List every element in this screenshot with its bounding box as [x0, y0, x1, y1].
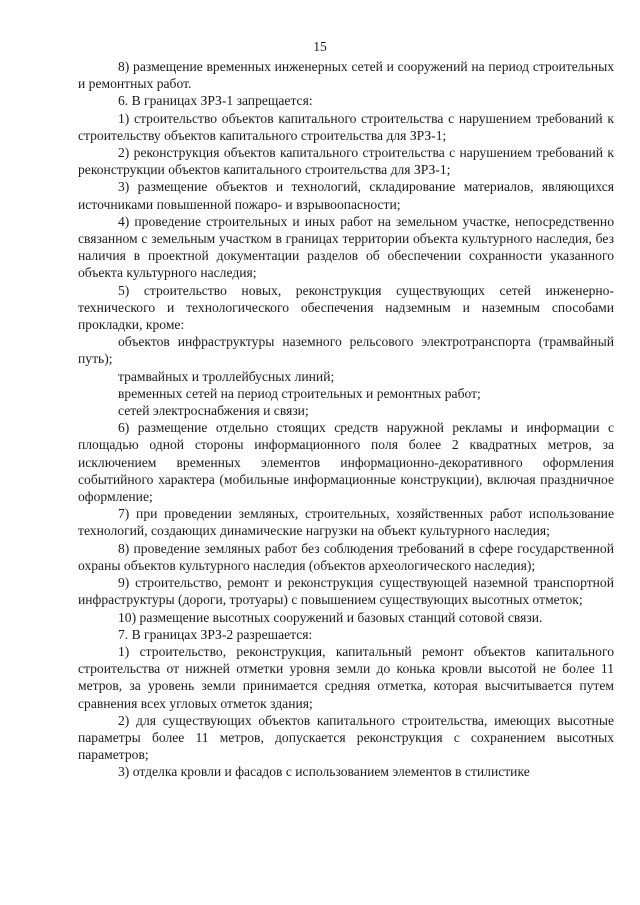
- paragraph: 8) размещение временных инженерных сетей и сооружений на период строительных и ремонтных работ.: [78, 59, 614, 92]
- paragraph: 4) проведение строительных и иных работ на земельном участке, непосредственно связанном с земельным участком в границах территории объекта культурного наследия, без наличия в проектной документации разделов об обеспечении сохранности указанного объекта культурного наследия;: [78, 213, 614, 281]
- section-heading: 7. В границах ЗРЗ-2 разрешается:: [118, 626, 313, 642]
- paragraph: 9) строительство, ремонт и реконструкция существующей наземной транспортной инфраструктуры (дороги, тротуары) с повышением существующих высотных отметок;: [78, 575, 614, 608]
- paragraph: 1) строительство объектов капитального строительства с нарушением требований к строительству объектов капитального строительства для ЗРЗ-1;: [78, 110, 614, 143]
- paragraph: объектов инфраструктуры наземного рельсового электротранспорта (трамвайный путь);: [78, 334, 614, 367]
- paragraph: 7) при проведении земляных, строительных, хозяйственных работ использование технологий, создающих динамические нагрузки на объект культурного наследия;: [78, 506, 614, 539]
- document-body: [78, 58, 614, 781]
- paragraph: трамвайных и троллейбусных линий;: [118, 368, 335, 384]
- paragraph: 2) для существующих объектов капитального строительства, имеющих высотные параметры более 11 метров, допускается реконструкция с сохранением высотных параметров;: [78, 712, 614, 763]
- paragraph: 3) отделка кровли и фасадов с использованием элементов в стилистике: [118, 764, 530, 780]
- paragraph: 1) строительство, реконструкция, капитальный ремонт объектов капитального строительства от нижней отметки уровня земли до конька кровли высотой не более 11 метров, за уровень земли принимается средняя отметка, которая высчитывается путем сравнения всех угловых отметок здания;: [78, 643, 614, 711]
- paragraph: 10) размещение высотных сооружений и базовых станций сотовой связи.: [118, 609, 543, 625]
- paragraph: 6) размещение отдельно стоящих средств наружной рекламы и информации с площадью одной стороны информационного поля более 2 квадратных метров, за исключением временных элементов информационно-декоративного оформления событийного характера (мобильные информационные конструкции), включая праздничное оформление;: [78, 420, 614, 505]
- paragraph: 8) проведение земляных работ без соблюдения требований в сфере государственной охраны объектов культурного наследия (объектов археологического наследия);: [78, 540, 614, 573]
- paragraph: 3) размещение объектов и технологий, складирование материалов, являющихся источниками повышенной пожаро- и взрывоопасности;: [78, 179, 614, 212]
- paragraph: сетей электроснабжения и связи;: [118, 403, 309, 419]
- paragraph: 5) строительство новых, реконструкция существующих сетей инженерно-технического и технологического обеспечения надземным и наземным способами прокладки, кроме:: [78, 282, 614, 333]
- paragraph: временных сетей на период строительных и ремонтных работ;: [118, 385, 481, 401]
- paragraph: 2) реконструкция объектов капитального строительства с нарушением требований к реконструкции объектов капитального строительства для ЗРЗ-1;: [78, 145, 614, 178]
- page-number: 15: [313, 39, 327, 54]
- section-heading: 6. В границах ЗРЗ-1 запрещается:: [118, 93, 313, 109]
